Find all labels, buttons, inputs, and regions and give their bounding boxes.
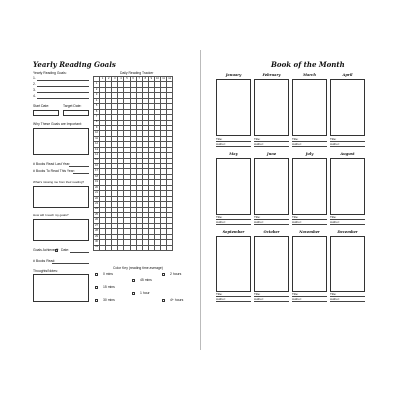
tracker-day-label: 27 <box>94 223 100 228</box>
book-author-line[interactable] <box>254 146 289 147</box>
tracker-month-header: 6 <box>130 77 136 82</box>
month-label: September <box>222 230 245 234</box>
book-author-line[interactable] <box>254 301 289 302</box>
tracker-day-label: 10 <box>94 131 100 136</box>
tracker-day-label: 20 <box>94 185 100 190</box>
goals-achieved-label: Goals Achieved? <box>33 248 59 252</box>
color-key-swatch[interactable] <box>95 299 98 302</box>
tracker-cell[interactable] <box>167 245 173 250</box>
tracker-day-label: 9 <box>94 125 100 130</box>
color-key-swatch[interactable] <box>95 286 98 289</box>
book-title-label: Title: <box>254 215 261 219</box>
tracker-day-label: 11 <box>94 136 100 141</box>
book-cover-box[interactable] <box>254 158 289 215</box>
goals-achieved-checkbox[interactable] <box>55 249 58 252</box>
tracker-month-header: 8 <box>142 77 148 82</box>
tracker-day-label: 26 <box>94 218 100 223</box>
goals-label: Yearly Reading Goals: <box>33 71 67 75</box>
start-date-field[interactable] <box>33 110 59 116</box>
goal-line[interactable] <box>37 92 89 93</box>
tracker-month-header: 12 <box>167 77 173 82</box>
goal-number: 3. <box>33 88 36 92</box>
tracker-month-header: 1 <box>100 77 106 82</box>
thoughts-box[interactable] <box>33 274 89 302</box>
color-key-swatch[interactable] <box>132 292 135 295</box>
tracker-month-header: 2 <box>106 77 112 82</box>
why-goals-box[interactable] <box>33 128 89 155</box>
whats-missing-box[interactable] <box>33 186 89 208</box>
book-cover-box[interactable] <box>330 158 365 215</box>
month-label: March <box>302 73 316 77</box>
target-date-field[interactable] <box>63 110 89 116</box>
goal-number: 4. <box>33 94 36 98</box>
tracker-day-label: 5 <box>94 104 100 109</box>
book-author-line[interactable] <box>330 146 365 147</box>
tracker-day-label: 29 <box>94 234 100 239</box>
month-label: October <box>263 230 280 234</box>
tracker-day-label: 15 <box>94 158 100 163</box>
color-key-label: 0 mins <box>103 272 113 276</box>
book-of-month-title: Book of the Month <box>271 60 345 69</box>
tracker-month-header: 4 <box>118 77 124 82</box>
tracker-month-header: 7 <box>136 77 142 82</box>
tracker-day-label: 2 <box>94 87 100 92</box>
goal-number: 2. <box>33 82 36 86</box>
books-this-year-label: # Books To Read This Year: <box>33 169 75 173</box>
thoughts-label: Thoughts/Notes: <box>33 269 58 273</box>
yearly-goals-title: Yearly Reading Goals <box>33 60 116 69</box>
color-key-label: 1 hour <box>140 291 150 295</box>
tracker-day-label: 21 <box>94 191 100 196</box>
book-author-line[interactable] <box>292 146 327 147</box>
book-author-line[interactable] <box>292 224 327 225</box>
tracker-month-header: 10 <box>154 77 160 82</box>
book-author-line[interactable] <box>216 224 251 225</box>
tracker-day-label: 28 <box>94 229 100 234</box>
color-key-label: 2 hours <box>170 272 182 276</box>
books-last-year-label: # Books Read Last Year: <box>33 162 71 166</box>
whats-missing-label: What's missing me from their reading? <box>33 180 85 184</box>
book-cover-box[interactable] <box>330 236 365 292</box>
color-key-swatch[interactable] <box>132 279 135 282</box>
page-divider <box>200 50 201 350</box>
book-cover-box[interactable] <box>254 236 289 292</box>
tracker-day-label: 22 <box>94 196 100 201</box>
tracker-day-label: 30 <box>94 240 100 245</box>
tracker-day-label: 19 <box>94 180 100 185</box>
tracker-table <box>93 76 173 251</box>
book-title-label: Title: <box>216 215 223 219</box>
book-author-label: Author: <box>254 297 264 301</box>
tracker-day-label: 17 <box>94 169 100 174</box>
color-key-swatch[interactable] <box>162 299 165 302</box>
tracker-day-label: 1 <box>94 82 100 87</box>
book-author-line[interactable] <box>216 301 251 302</box>
book-author-label: Author: <box>292 220 302 224</box>
tracker-day-label: 24 <box>94 207 100 212</box>
color-key-label: 4+ hours <box>170 298 184 302</box>
tracker-month-header: 9 <box>148 77 154 82</box>
how-reach-label: How will I reach my goals? <box>33 213 69 217</box>
start-date-label: Start Date: <box>33 104 50 108</box>
tracker-day-label: 4 <box>94 98 100 103</box>
date-line <box>70 252 89 253</box>
tracker-month-header: 3 <box>112 77 118 82</box>
book-title-label: Title: <box>292 215 299 219</box>
tracker-month-header: 11 <box>161 77 167 82</box>
color-key-label: 30 mins <box>103 298 115 302</box>
book-cover-box[interactable] <box>292 158 327 215</box>
book-cover-box[interactable] <box>216 79 251 136</box>
color-key-swatch[interactable] <box>95 273 98 276</box>
book-cover-box[interactable] <box>292 79 327 136</box>
book-author-line[interactable] <box>292 301 327 302</box>
month-label: July <box>305 152 314 156</box>
book-title-label: Title: <box>254 137 261 141</box>
book-title-label: Title: <box>216 292 223 296</box>
book-cover-box[interactable] <box>330 79 365 136</box>
tracker-day-label: 14 <box>94 153 100 158</box>
book-author-label: Author: <box>330 297 340 301</box>
book-title-label: Title: <box>292 292 299 296</box>
book-author-label: Author: <box>292 142 302 146</box>
why-goals-label: Why These Goals are Important: <box>33 122 82 126</box>
goal-line[interactable] <box>37 98 89 99</box>
book-title-label: Title: <box>330 137 337 141</box>
book-author-label: Author: <box>292 297 302 301</box>
book-author-line[interactable] <box>330 224 365 225</box>
books-this-year-line <box>73 173 89 174</box>
book-author-label: Author: <box>254 220 264 224</box>
color-key-label: 15 mins <box>103 285 115 289</box>
goal-line[interactable] <box>37 80 89 81</box>
tracker-day-label: 23 <box>94 202 100 207</box>
color-key-label: 45 mins <box>140 278 152 282</box>
book-author-label: Author: <box>216 220 226 224</box>
book-cover-box[interactable] <box>292 236 327 292</box>
color-key-swatch[interactable] <box>162 273 165 276</box>
date-label: Date: <box>61 248 70 252</box>
book-author-line[interactable] <box>254 224 289 225</box>
tracker-day-label: 8 <box>94 120 100 125</box>
month-label: May <box>229 152 238 156</box>
book-title-label: Title: <box>330 215 337 219</box>
book-author-label: Author: <box>254 142 264 146</box>
book-title-label: Title: <box>292 137 299 141</box>
goal-line[interactable] <box>37 86 89 87</box>
tracker-title: Daily Reading Tracker <box>120 71 154 75</box>
month-label: January <box>225 73 242 77</box>
tracker-day-label: 3 <box>94 93 100 98</box>
tracker-day-label: 12 <box>94 142 100 147</box>
how-reach-box[interactable] <box>33 219 89 241</box>
book-author-label: Author: <box>330 142 340 146</box>
book-author-label: Author: <box>216 142 226 146</box>
books-last-year-line <box>69 166 89 167</box>
tracker-day-label: 25 <box>94 212 100 217</box>
month-label: November <box>299 230 320 234</box>
target-date-label: Target Date: <box>63 104 82 108</box>
daily-reading-tracker <box>93 76 173 251</box>
month-label: June <box>266 152 277 156</box>
book-title-label: Title: <box>216 137 223 141</box>
book-title-label: Title: <box>254 292 261 296</box>
books-read-label: # Books Read: <box>33 259 56 263</box>
book-cover-box[interactable] <box>254 79 289 136</box>
tracker-day-label: 31 <box>94 245 100 250</box>
books-read-line <box>52 263 89 264</box>
tracker-day-label: 6 <box>94 109 100 114</box>
tracker-day-label: 18 <box>94 174 100 179</box>
color-key-title: Color Key (reading time average) <box>113 266 163 270</box>
book-cover-box[interactable] <box>216 236 251 292</box>
book-author-line[interactable] <box>216 146 251 147</box>
book-title-label: Title: <box>330 292 337 296</box>
month-label: December <box>337 230 358 234</box>
tracker-day-label: 7 <box>94 115 100 120</box>
month-label: February <box>262 73 281 77</box>
goal-number: 1. <box>33 76 36 80</box>
tracker-day-label: 13 <box>94 147 100 152</box>
month-label: August <box>340 152 355 156</box>
book-author-label: Author: <box>216 297 226 301</box>
book-author-line[interactable] <box>330 301 365 302</box>
tracker-month-header: 5 <box>124 77 130 82</box>
tracker-row <box>94 245 173 250</box>
month-label: April <box>342 73 353 77</box>
book-cover-box[interactable] <box>216 158 251 215</box>
tracker-day-label: 16 <box>94 164 100 169</box>
book-author-label: Author: <box>330 220 340 224</box>
